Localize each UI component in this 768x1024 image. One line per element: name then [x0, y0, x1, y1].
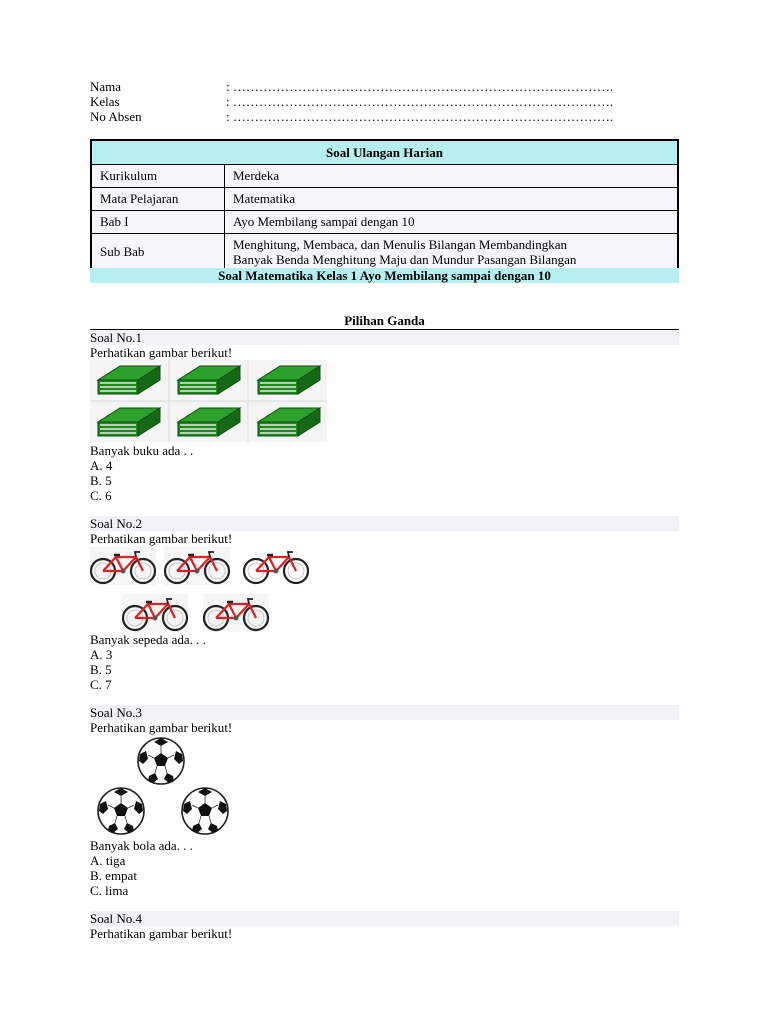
question-3-option-b[interactable]: B. empat — [90, 868, 137, 883]
question-3-prompt: Perhatikan gambar berikut! — [90, 720, 233, 735]
class-field[interactable]: : ……………………………………………………………………………. — [226, 94, 614, 109]
question-2-option-c[interactable]: C. 7 — [90, 677, 112, 692]
book-icon — [178, 366, 240, 394]
absence-number-label: No Absen — [90, 109, 142, 124]
soccer-ball-icon — [137, 737, 185, 785]
question-1-option-b[interactable]: B. 5 — [90, 473, 112, 488]
table-key: Bab I — [91, 211, 225, 234]
table-key: Kurikulum — [91, 165, 225, 188]
table-key: Mata Pelajaran — [91, 188, 225, 211]
sub-bab-line-2: Banyak Benda Menghitung Maju dan Mundur Pasangan Bilangan — [233, 252, 577, 267]
soccer-ball-icon — [181, 787, 229, 835]
book-icon — [178, 408, 240, 436]
name-label: Nama — [90, 79, 122, 94]
question-2-text: Banyak sepeda ada. . . — [90, 632, 206, 647]
info-table — [90, 139, 679, 272]
question-1-option-a[interactable]: A. 4 — [90, 458, 113, 473]
question-2-number: Soal No.2 — [90, 516, 679, 531]
book-icon — [98, 366, 160, 394]
table-title: Soal Ulangan Harian — [91, 140, 678, 165]
class-label: Kelas — [90, 94, 120, 109]
table-value — [225, 234, 679, 272]
question-3-text: Banyak bola ada. . . — [90, 838, 193, 853]
bicycle-icon — [203, 594, 269, 632]
books-image — [90, 360, 327, 442]
soccer-ball-icon — [97, 787, 145, 835]
question-4-number: Soal No.4 — [90, 911, 679, 926]
question-1-option-c[interactable]: C. 6 — [90, 488, 112, 503]
question-3-number: Soal No.3 — [90, 705, 679, 720]
question-2-option-b[interactable]: B. 5 — [90, 662, 112, 677]
question-3-option-a[interactable]: A. tiga — [90, 853, 126, 868]
book-icon — [258, 366, 320, 394]
question-3-option-c[interactable]: C. lima — [90, 883, 129, 898]
table-value: Ayo Membilang sampai dengan 10 — [225, 211, 679, 234]
question-2-prompt: Perhatikan gambar berikut! — [90, 531, 233, 546]
question-2-option-a[interactable]: A. 3 — [90, 647, 113, 662]
table-value: Matematika — [225, 188, 679, 211]
section-title: Pilihan Ganda — [344, 313, 425, 328]
question-1-number: Soal No.1 — [90, 330, 679, 345]
book-icon — [98, 408, 160, 436]
absence-number-field[interactable]: : ……………………………………………………………………………. — [226, 109, 614, 124]
table-key: Sub Bab — [91, 234, 225, 272]
bicycle-icon — [243, 547, 309, 585]
question-1-text: Banyak buku ada . . — [90, 443, 194, 458]
bicycle-icon — [164, 547, 230, 585]
table-value: Merdeka — [225, 165, 679, 188]
bicycle-icon — [122, 594, 188, 632]
bicycle-icon — [90, 547, 156, 585]
name-field[interactable]: : ……………………………………………………………………………. — [226, 79, 614, 94]
document-subtitle: Soal Matematika Kelas 1 Ayo Membilang sampai dengan 10 — [90, 268, 679, 283]
book-icon — [258, 408, 320, 436]
question-1-prompt: Perhatikan gambar berikut! — [90, 345, 233, 360]
question-4-prompt: Perhatikan gambar berikut! — [90, 926, 233, 941]
sub-bab-line-1: Menghitung, Membaca, dan Menulis Bilangan Membandingkan — [233, 237, 567, 252]
